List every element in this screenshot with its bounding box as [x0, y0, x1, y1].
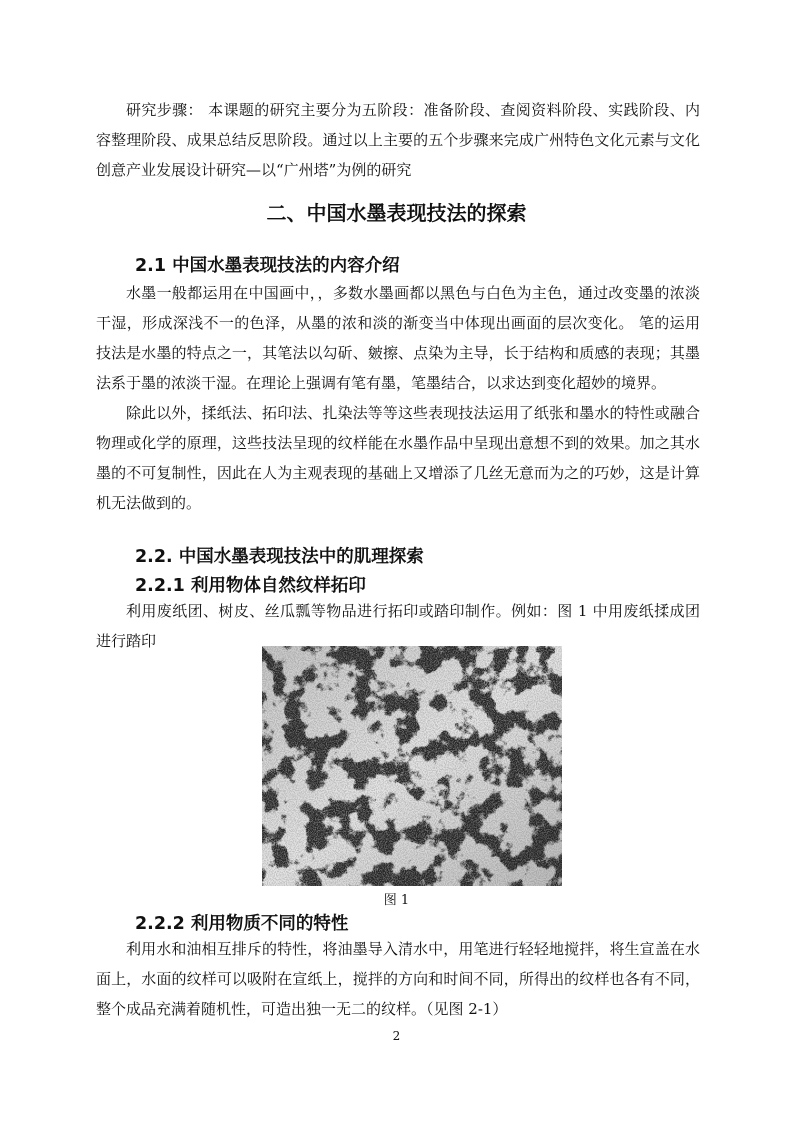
figure-1-ink-texture-image [262, 646, 562, 886]
section-2-1-heading: 2.1 中国水墨表现技法的内容介绍 [135, 256, 400, 276]
research-steps-paragraph: 研究步骤： 本课题的研究主要分为五阶段：准备阶段、查阅资料阶段、实践阶段、内容整理阶段、成果总结反思阶段。通过以上主要的五个步骤来完成广州特色文化元素与文化创意产业发展设计研究—以“广州塔”为例的研究 [96, 101, 700, 179]
figure-1-caption: 图 1 [383, 893, 410, 908]
ink-intro-paragraph: 水墨一般都运用在中国画中，，多数水墨画都以黑色与白色为主色，通过改变墨的浓淡干湿，形成深浅不一的色泽，从墨的浓和淡的渐变当中体现出画面的层次变化。 笔的运用技法是水墨的特点之一，其笔法以勾斫、皴擦、点染为主导，长于结构和质感的表现；其墨法系于墨的浓淡干湿。在理论上强调有笔有墨，笔墨结合，以求达到变化超妙的境界。 [96, 284, 700, 392]
page-number: 2 [392, 1029, 401, 1043]
techniques-paragraph: 除此以外，揉纸法、拓印法、扎染法等等这些表现技法运用了纸张和墨水的特性或融合物理或化学的原理，这些技法呈现的纹样能在水墨作品中呈现出意想不到的效果。加之其水墨的不可复制性，因此在人为主观表现的基础上又增添了几丝无意而为之的巧妙，这是计算机无法做到的。 [96, 404, 700, 512]
chapter-2-heading: 二、中国水墨表现技法的探索 [266, 201, 527, 225]
section-2-2-heading: 2.2. 中国水墨表现技法中的肌理探索 [135, 547, 424, 567]
section-2-2-1-heading: 2.2.1 利用物体自然纹样拓印 [135, 576, 366, 596]
rubbing-paragraph: 利用废纸团、树皮、丝瓜瓢等物品进行拓印或踏印制作。例如：图 1 中用废纸揉成团进行踏印 [96, 602, 700, 650]
marbling-paragraph: 利用水和油相互排斥的特性，将油墨导入清水中，用笔进行轻轻地搅拌，将生宣盖在水面上，水面的纹样可以吸附在宣纸上，搅拌的方向和时间不同，所得出的纹样也各有不同，整个成品充满着随机性，可造出独一无二的纹样。（见图 2-1） [96, 940, 700, 1018]
section-2-2-2-heading: 2.2.2 利用物质不同的特性 [135, 914, 349, 934]
